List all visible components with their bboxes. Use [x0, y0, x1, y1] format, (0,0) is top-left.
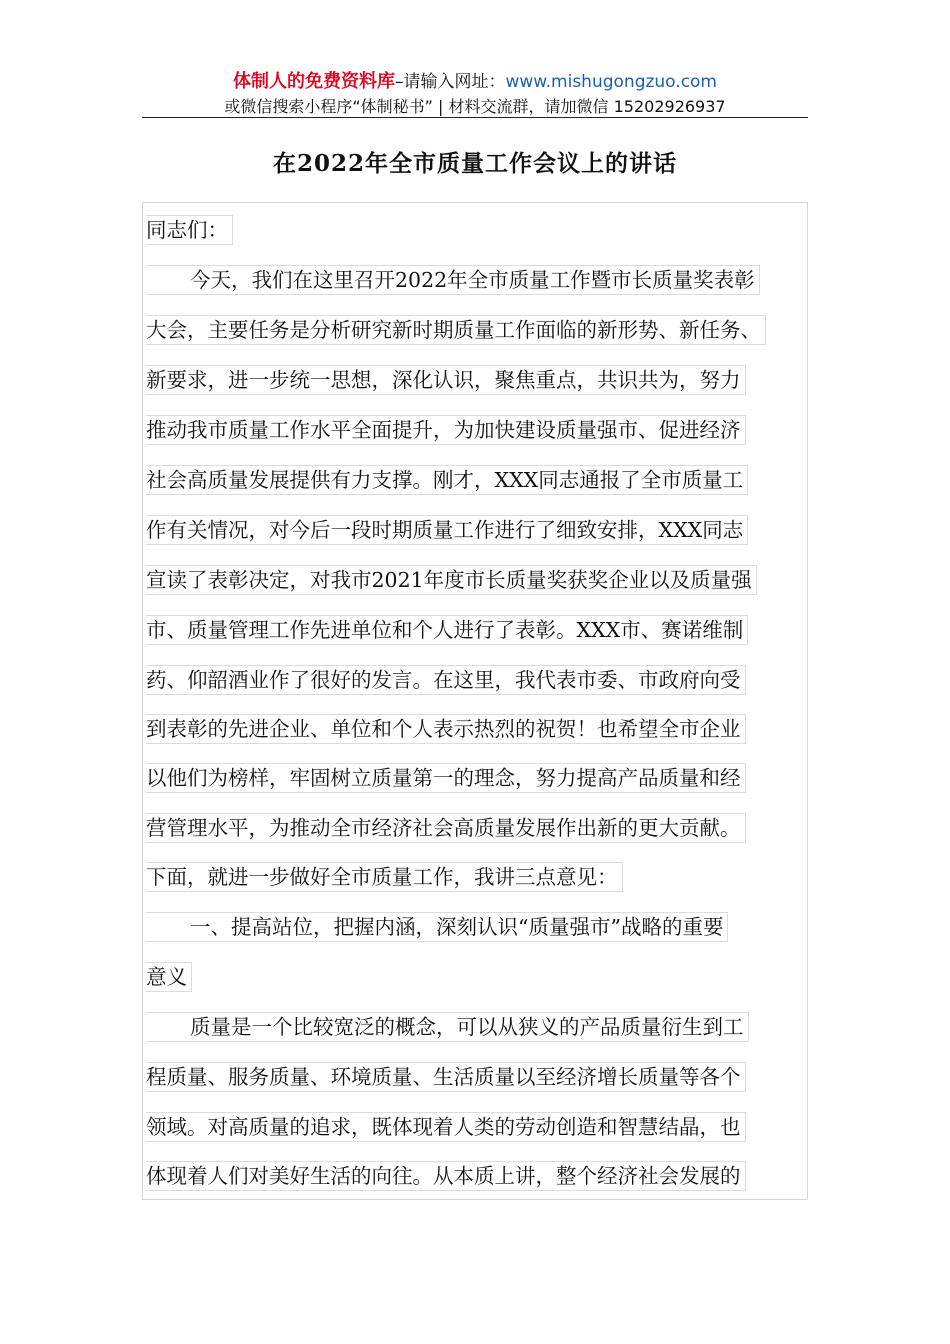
text-line: 程质量、服务质量、环境质量、生活质量以至经济增长质量等各个 — [146, 1062, 746, 1092]
text-line: 领域。对高质量的追求，既体现着人类的劳动创造和智慧结晶，也 — [146, 1112, 746, 1142]
text-line: 推动我市质量工作水平全面提升，为加快建设质量强市、促进经济 — [146, 415, 746, 445]
text-line: 药、仰韶酒业作了很好的发言。在这里，我代表市委、市政府向受 — [146, 665, 746, 695]
text-line: 下面，就进一步做好全市质量工作，我讲三点意见： — [146, 862, 623, 892]
section-heading-continued: 意义 — [146, 962, 192, 992]
section-heading: 一、提高站位，把握内涵，深刻认识“质量强市”战略的重要 — [146, 912, 728, 942]
header-divider — [142, 117, 808, 118]
text-line: 到表彰的先进企业、单位和个人表示热烈的祝贺！也希望全市企业 — [146, 714, 746, 744]
text-line: 以他们为榜样，牢固树立质量第一的理念，努力提高产品质量和经 — [146, 763, 746, 793]
text-line: 社会高质量发展提供有力支撑。刚才，XXX同志通报了全市质量工 — [146, 465, 748, 495]
url-label: –请输入网址： — [394, 72, 506, 92]
text-line: 同志们： — [146, 215, 233, 245]
body-text-frame — [142, 202, 808, 1200]
brand-name: 体制人的免费资料库 — [232, 71, 395, 92]
text-line: 作有关情况，对今后一段时期质量工作进行了细致安排，XXX同志 — [146, 515, 748, 545]
document-title: 在2022年全市质量工作会议上的讲话 — [272, 150, 677, 177]
text-line: 市、质量管理工作先进单位和个人进行了表彰。XXX市、赛诺维制 — [146, 615, 748, 645]
text-line: 营管理水平，为推动全市经济社会高质量发展作出新的更大贡献。 — [146, 813, 746, 843]
page-header — [142, 68, 808, 118]
text-line: 质量是一个比较宽泛的概念，可以从狭义的产品质量衍生到工 — [146, 1012, 749, 1042]
text-line: 新要求，进一步统一思想，深化认识，聚焦重点，共识共为，努力 — [146, 365, 746, 395]
text-line: 今天，我们在这里召开2022年全市质量工作暨市长质量奖表彰 — [146, 265, 760, 295]
header-line-1 — [142, 68, 808, 96]
text-line: 宣读了表彰决定，对我市2021年度市长质量奖获奖企业以及质量强 — [146, 565, 757, 595]
header-line-2: 或微信搜索小程序“体制秘书” | 材料交流群，请加微信 15202926937 — [224, 97, 726, 116]
text-line: 大会，主要任务是分析研究新时期质量工作面临的新形势、新任务、 — [146, 315, 766, 345]
site-url-link[interactable]: www.mishugongzuo.com — [505, 72, 717, 92]
text-line: 体现着人们对美好生活的向往。从本质上讲，整个经济社会发展的 — [146, 1161, 746, 1191]
